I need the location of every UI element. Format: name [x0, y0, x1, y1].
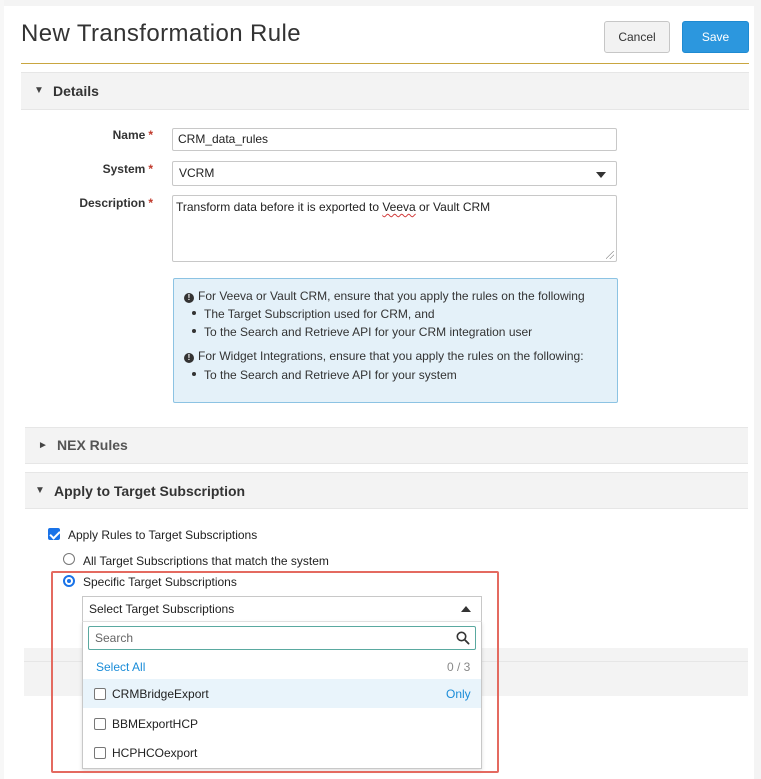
info-bullet-2: To the Search and Retrieve API for your CRM integration user [192, 323, 532, 341]
exclamation-circle-icon: ! [184, 353, 194, 363]
info-line-2: ! For Widget Integrations, ensure that you apply the rules on the following: [184, 347, 614, 365]
bullet-icon [192, 311, 196, 315]
name-input[interactable]: CRM_data_rules [172, 128, 617, 151]
resize-handle-icon[interactable] [606, 251, 614, 259]
section-apply-target-header[interactable] [25, 472, 748, 509]
section-details-title: Details [53, 83, 99, 99]
apply-rules-checkbox[interactable] [48, 528, 60, 540]
bullet-icon [192, 372, 196, 376]
page-frame-top [0, 0, 761, 6]
radio-all-label: All Target Subscriptions that match the system [83, 554, 329, 568]
only-link[interactable]: Only [446, 687, 471, 701]
exclamation-circle-icon: ! [184, 293, 194, 303]
apply-rules-label: Apply Rules to Target Subscriptions [68, 528, 258, 542]
section-nex-rules-header[interactable] [25, 427, 748, 464]
target-subscriptions-select[interactable]: Select Target Subscriptions [82, 596, 482, 621]
option-label: CRMBridgeExport [112, 687, 209, 701]
description-textarea[interactable]: Transform data before it is exported to Veeva or Vault CRM [172, 195, 617, 262]
dropdown-search-input[interactable]: Search [88, 626, 476, 650]
info-callout [173, 278, 618, 403]
chevron-right-icon: ► [38, 440, 48, 451]
required-marker: * [148, 128, 153, 142]
description-label: Description * [79, 196, 153, 210]
required-marker: * [148, 196, 153, 210]
save-button[interactable]: Save [682, 21, 749, 53]
chevron-down-icon [596, 172, 606, 178]
spellcheck-word: Veeva [382, 200, 416, 214]
chevron-down-icon: ▼ [34, 85, 44, 96]
page-frame-right [754, 0, 761, 779]
section-details-header[interactable] [21, 72, 749, 110]
bullet-icon [192, 329, 196, 333]
system-select[interactable]: VCRM [172, 161, 617, 186]
info-bullet-3: To the Search and Retrieve API for your system [192, 366, 457, 384]
required-marker: * [148, 162, 153, 176]
option-label: HCPHCOexport [112, 746, 198, 760]
info-bullet-1: The Target Subscription used for CRM, and [192, 305, 435, 323]
cancel-button[interactable]: Cancel [604, 21, 670, 53]
highlight-annotation [51, 571, 499, 773]
page-frame-left [0, 0, 4, 779]
system-label: System * [102, 162, 153, 176]
section-apply-target-title: Apply to Target Subscription [54, 483, 246, 499]
info-line-1: ! For Veeva or Vault CRM, ensure that you apply the rules on the following [184, 287, 614, 305]
select-all-link[interactable]: Select All [96, 660, 146, 674]
option-label: BBMExportHCP [112, 717, 199, 731]
section-nex-rules-title: NEX Rules [57, 437, 128, 453]
radio-specific-label: Specific Target Subscriptions [83, 575, 237, 589]
page-title: New Transformation Rule [21, 20, 301, 47]
name-label: Name * [112, 128, 153, 142]
radio-all-target-subscriptions[interactable] [63, 553, 75, 565]
selection-count: 0 / 3 [447, 660, 471, 674]
chevron-down-icon: ▼ [35, 485, 45, 496]
title-divider [21, 63, 749, 64]
